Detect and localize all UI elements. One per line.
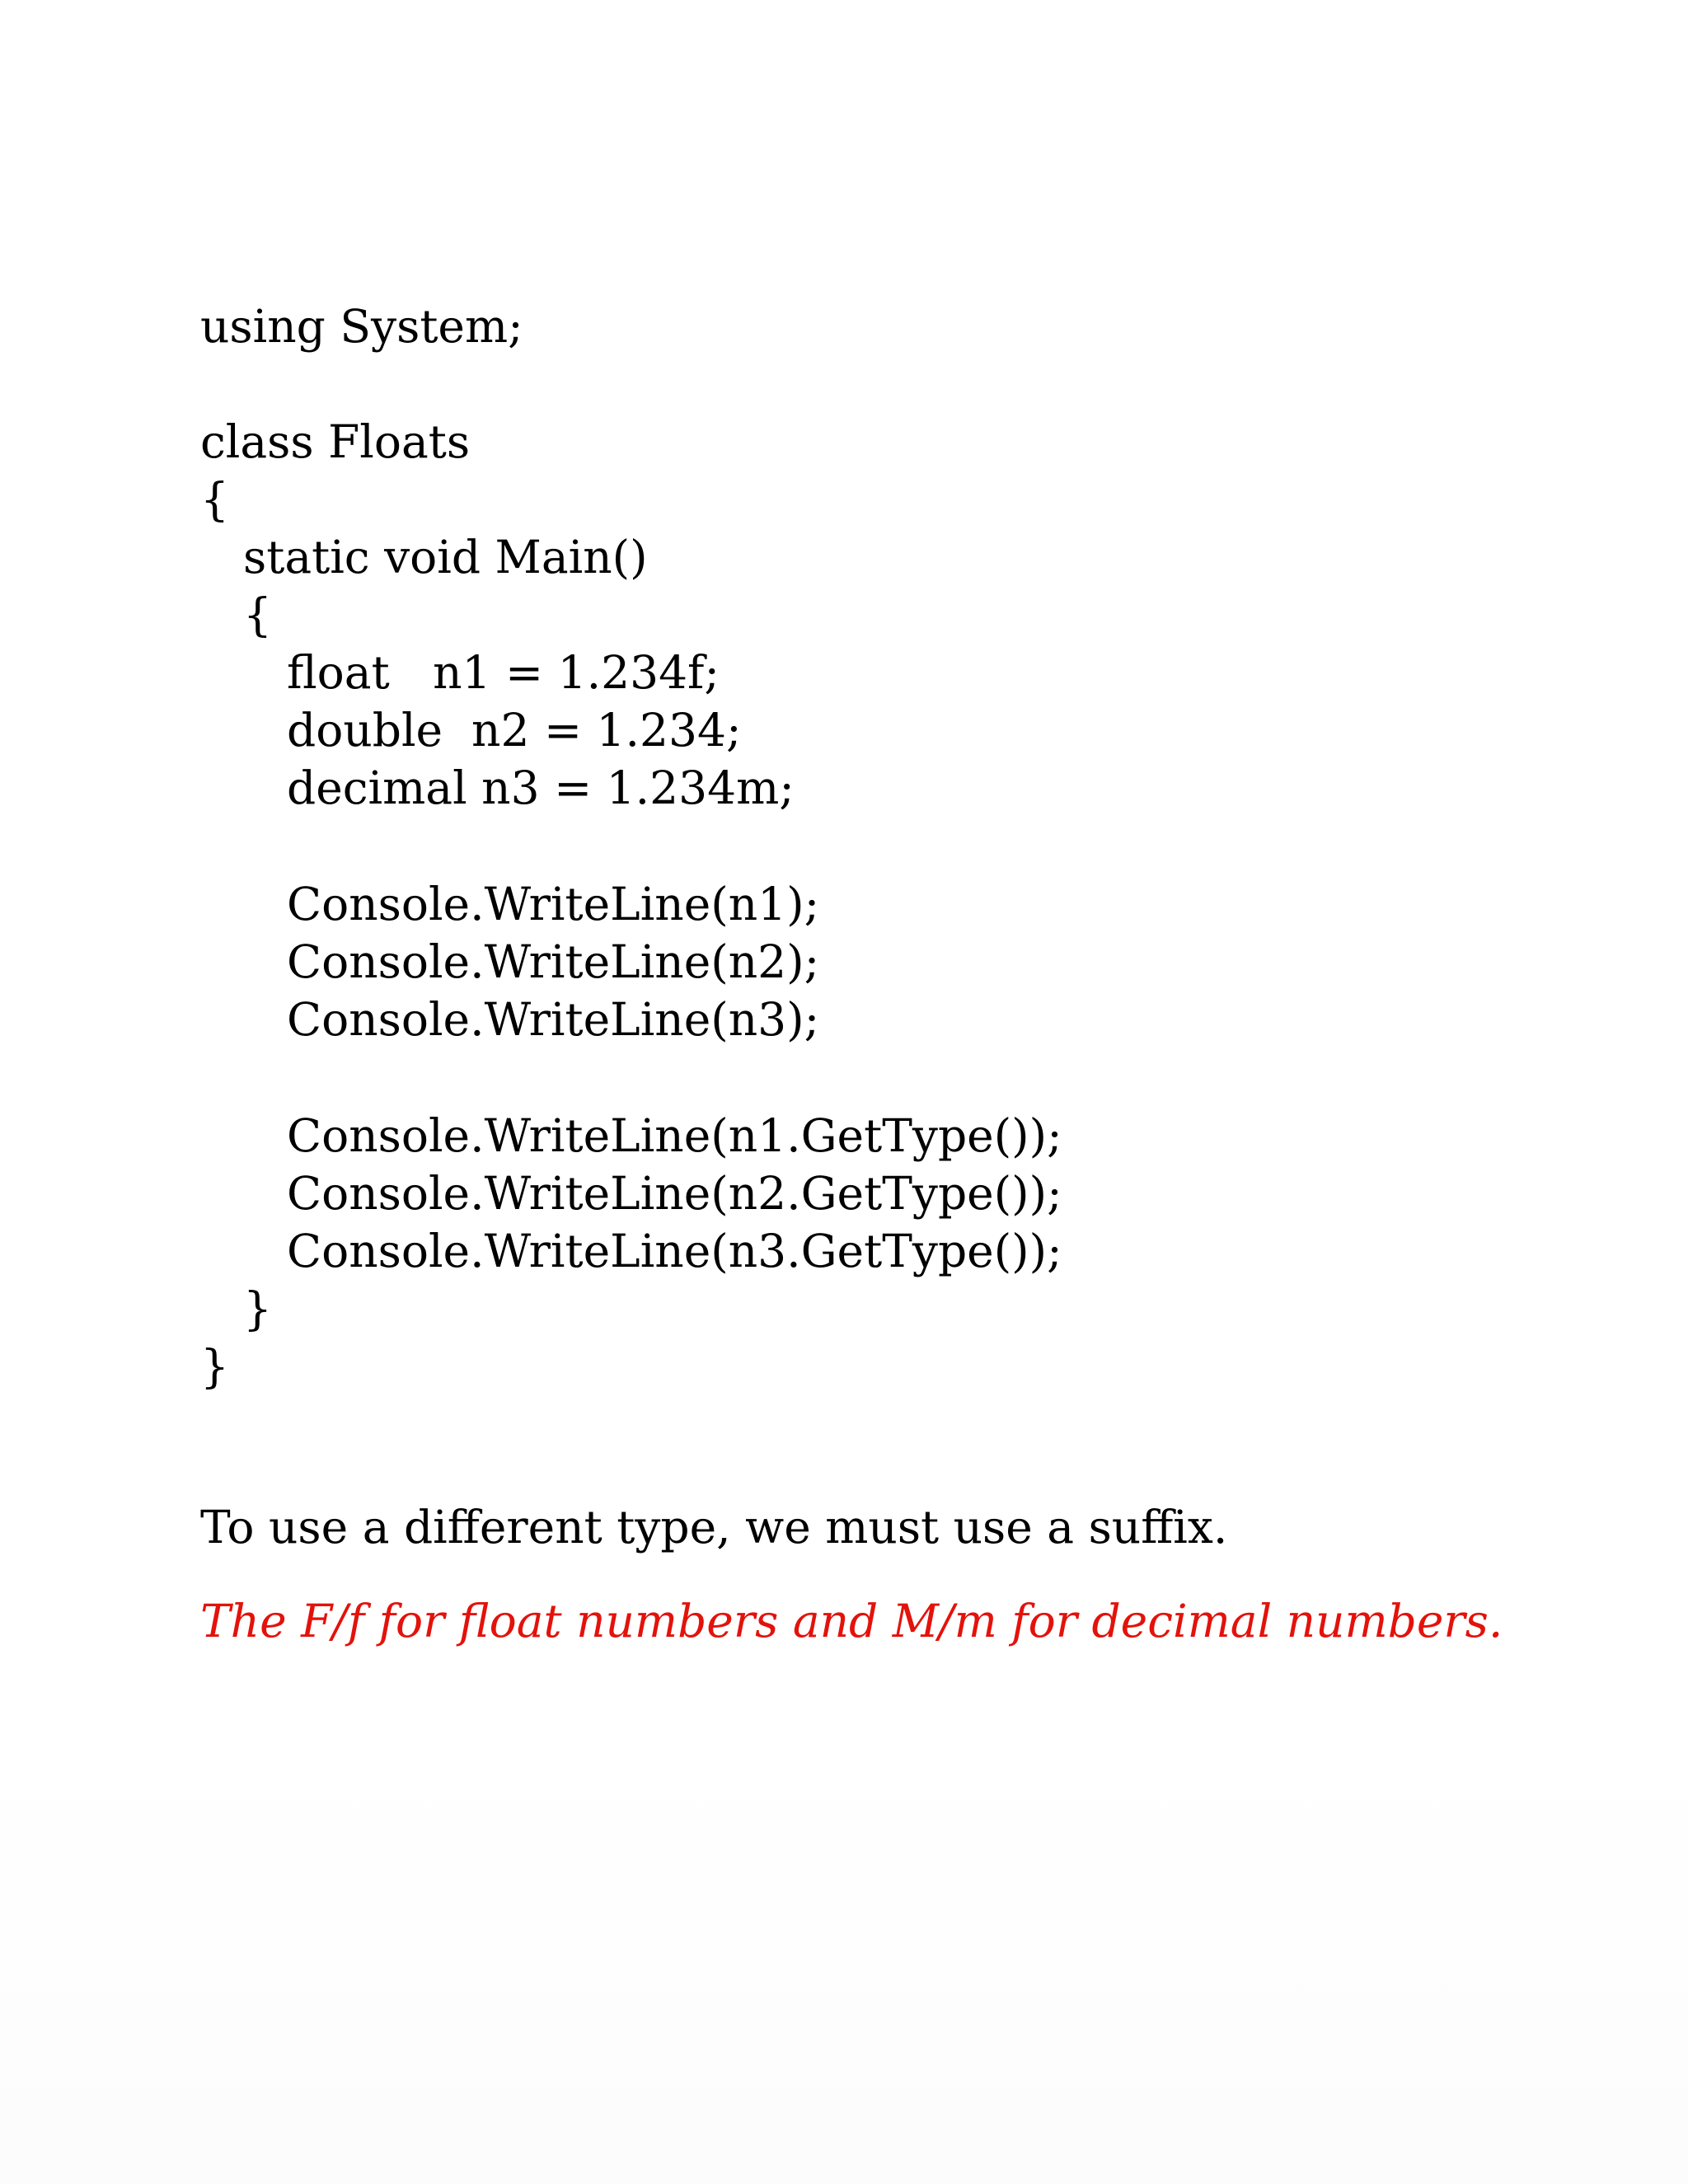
code-line-gettype-n1: Console.WriteLine(n1.GetType()); bbox=[287, 1109, 1062, 1162]
code-line-gettype-n2: Console.WriteLine(n2.GetType()); bbox=[287, 1167, 1062, 1220]
code-line-using: using System; bbox=[200, 300, 523, 353]
code-line-gettype-n3: Console.WriteLine(n3.GetType()); bbox=[287, 1225, 1062, 1277]
code-line-class-close-brace: } bbox=[200, 1340, 229, 1393]
highlight-note: The F/f for float numbers and M/m for decimal numbers. bbox=[200, 1595, 1503, 1647]
code-line-float-declaration: float n1 = 1.234f; bbox=[287, 646, 720, 699]
code-line-main-close-brace: } bbox=[243, 1282, 272, 1335]
code-line-class-declaration: class Floats bbox=[200, 415, 471, 468]
code-line-class-open-brace: { bbox=[200, 473, 229, 526]
code-line-writeline-n1: Console.WriteLine(n1); bbox=[287, 878, 820, 930]
code-line-writeline-n2: Console.WriteLine(n2); bbox=[287, 935, 820, 988]
code-line-main-open-brace: { bbox=[243, 588, 272, 641]
code-line-main-declaration: static void Main() bbox=[243, 531, 648, 583]
explanation-text: To use a different type, we must use a suffix. bbox=[200, 1501, 1228, 1554]
code-line-decimal-declaration: decimal n3 = 1.234m; bbox=[287, 762, 795, 814]
code-line-writeline-n3: Console.WriteLine(n3); bbox=[287, 993, 820, 1046]
code-line-double-declaration: double n2 = 1.234; bbox=[287, 704, 742, 757]
